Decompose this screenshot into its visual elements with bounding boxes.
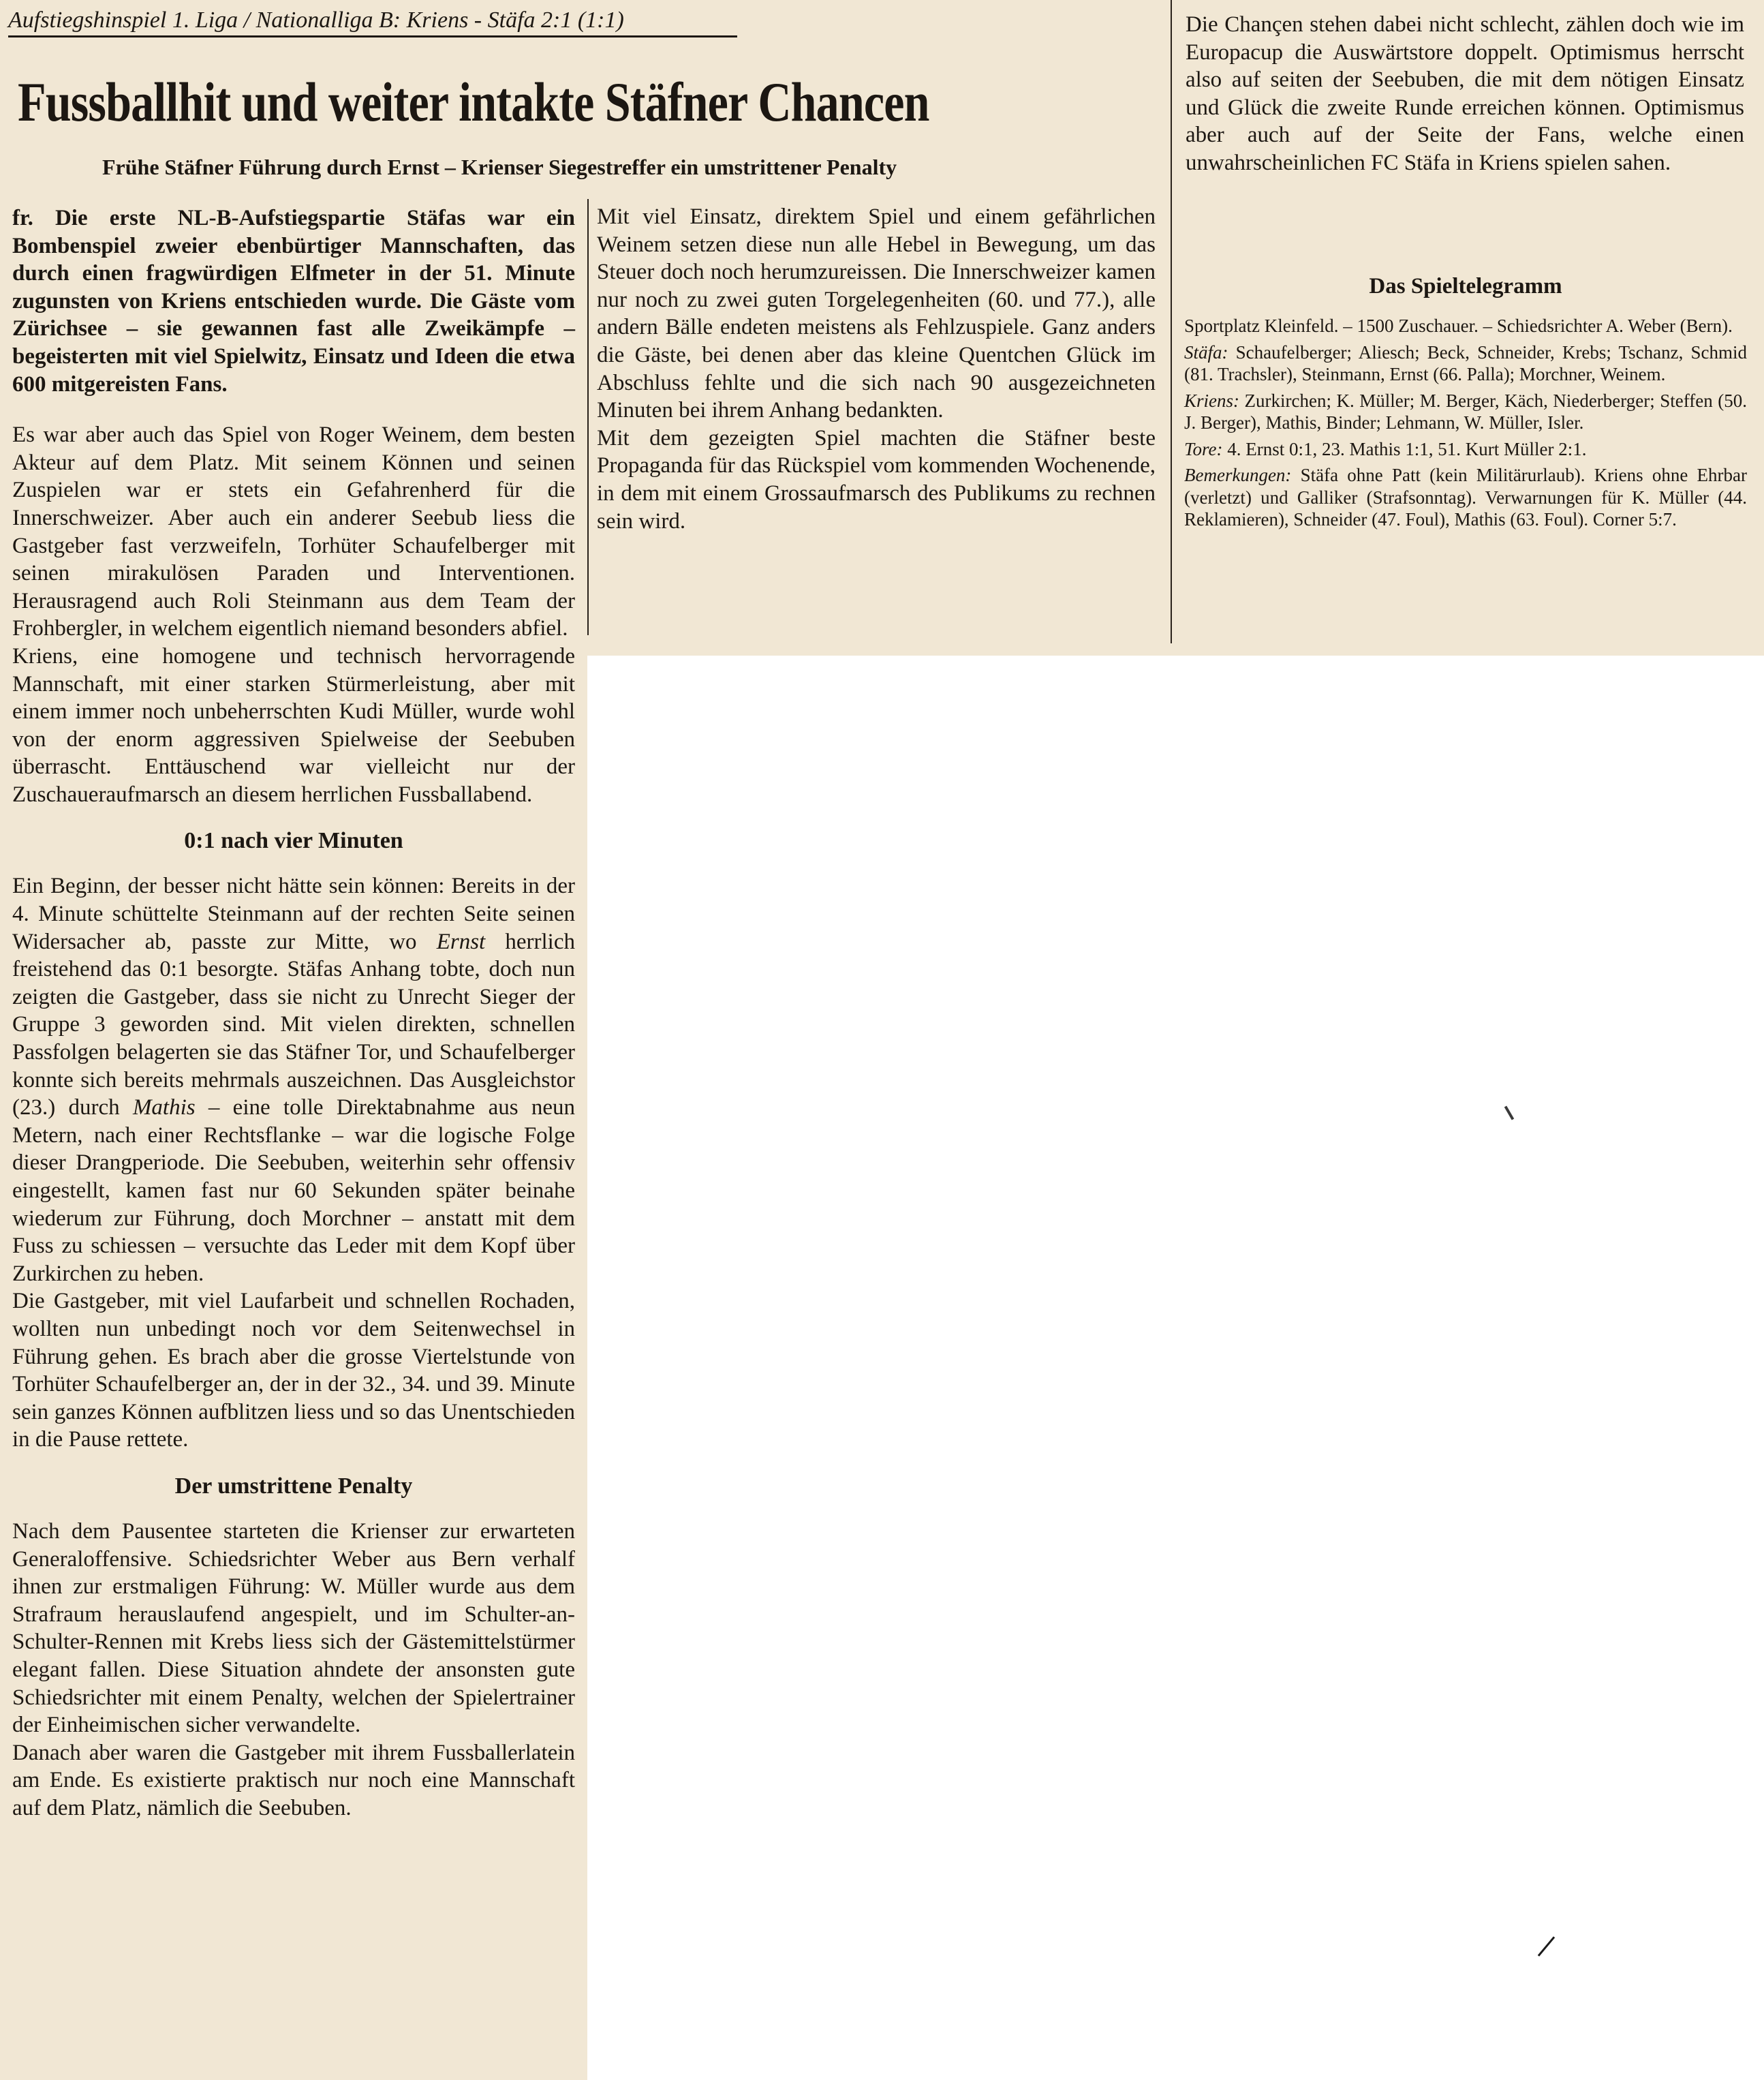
article-column-1	[12, 204, 575, 1820]
scan-speck	[1504, 1105, 1514, 1120]
telegram-title: Das Spieltelegramm	[1369, 274, 1562, 299]
section-heading: Der umstrittene Penalty	[174, 1473, 413, 1499]
player-name: Ernst	[436, 929, 486, 954]
body-paragraph: Die Gastgeber, mit viel Laufarbeit und schnellen Rochaden, wollten nun unbedingt noch vor dem Seitenwechsel in Führung gehen. Es brach aber die grosse Viertelstunde von Torhüter Schaufelberger an, der in der 32., 34. und 39. Minute sein ganzes Können aufblitzen liess und so das Unentschieden in die Pause rettete.	[12, 1289, 575, 1452]
article-column-2	[597, 203, 1156, 535]
body-paragraph: Ein Beginn, der besser nicht hätte sein können: Bereits in der 4. Minute schüttelte Steinmann auf der rechten Seite seinen Widersacher ab, passte zur Mitte, wo Ernst herrlich freistehend das 0:1 besorgte. Stäfas Anhang tobte, doch nun zeigten die Gastgeber, dass sie nicht zu Unrecht Sieger der Gruppe 3 geworden sind. Mit vielen direkten, schnellen Passfolgen belagerten sie das Stäfner Tor, und Schaufelberger konnte sich bereits mehrmals auszeichnen. Das Ausgleichstor (23.) durch Mathis – eine tolle Direktabnahme aus neun Metern, nach einer Rechtsflanke – war die logische Folge dieser Drangperiode. Die Seebuben, weiterhin sehr offensiv eingestellt, kamen fast nur 60 Sekunden später beinahe wiederum zur Führung, doch Morchner – anstatt mit dem Fuss zu schiessen – versuchte das Leder mit dem Kopf über Zurkirchen zu heben.	[12, 874, 575, 1286]
telegram-goals: Tore: 4. Ernst 0:1, 23. Mathis 1:1, 51. Kurt Müller 2:1.	[1184, 438, 1587, 459]
kicker-line: Aufstiegshinspiel 1. Liga / Nationalliga B: Kriens - Stäfa 2:1 (1:1)	[8, 5, 737, 37]
telegram-venue: Sportplatz Kleinfeld. – 1500 Zuschauer. – Schiedsrichter A. Weber (Bern).	[1184, 316, 1733, 336]
telegram-remarks: Bemerkungen: Stäfa ohne Patt (kein Militärurlaub). Kriens ohne Ehrbar (verletzt) und Galliker (Strafsonntag). Verwarnungen für K. Müller (44. Reklamieren), Schneider (47. Foul), Mathis (63. Foul). Corner 5:7.	[1184, 465, 1747, 530]
column-rule	[587, 199, 589, 635]
body-paragraph: Nach dem Pausentee starteten die Krienser zur erwarteten Generaloffensive. Schiedsrichter Weber aus Bern verhalf ihnen zur erstmaligen Führung: W. Müller wurde aus dem Strafraum herauslaufend angespielt, und im Schulter-an-Schulter-Rennen mit Krebs liess sich der Gästemittelstürmer elegant fallen. Diese Situation ahndete der ansonsten gute Schiedsrichter mit einem Penalty, welchen der Spielertrainer der Einheimischen sicher verwandelte.	[12, 1518, 575, 1738]
telegram-lineup-kriens: Kriens: Zurkirchen; K. Müller; M. Berger, Käch, Niederberger; Steffen (50. J. Berger), Mathis, Binder; Lehmann, W. Müller, Isler.	[1184, 390, 1747, 433]
body-paragraph: Es war aber auch das Spiel von Roger Weinem, dem besten Akteur auf dem Platz. Mit seinem Können und seinen Zuspielen war er stets ein Gefahrenherd für die Innerschweizer. Aber auch ein anderer Seebub liess die Gastgeber fast verzweifeln, Torhüter Schaufelberger mit seinen mirakulösen Paraden und Interventionen. Herausragend auch Roli Steinmann aus dem Team der Frohbergler, in welchem eigentlich niemand besonders abfiel.	[12, 423, 575, 641]
body-paragraph: Mit viel Einsatz, direktem Spiel und einem gefährlichen Weinem setzen diese nun alle Hebel in Bewegung, um das Steuer doch noch herumzureissen. Die Innerschweizer kamen nur noch zu zwei guten Torgelegenheiten (60. und 77.), alle andern Bälle endeten meistens als Fehlzuspiele. Ganz anders die Gäste, bei denen aber das kleine Quentchen Glück im Abschluss fehlte und die sich nach 90 ausgezeichneten Minuten bei ihrem Anhang bedankten.	[597, 204, 1156, 423]
headline: Fussballhit und weiter intakte Stäfner Chancen	[18, 71, 929, 133]
scan-speck	[1538, 1936, 1555, 1957]
body-paragraph: Mit dem gezeigten Spiel machten die Stäfner beste Propaganda für das Rückspiel vom kommenden Wochenende, in dem mit einem Grossaufmarsch des Publikums zu rechnen sein wird.	[597, 425, 1156, 534]
column-rule	[1171, 0, 1172, 643]
article-column-3	[1186, 11, 1744, 177]
match-telegram	[1184, 273, 1747, 535]
player-name: Mathis	[132, 1095, 196, 1120]
section-heading: 0:1 nach vier Minuten	[184, 828, 403, 854]
subheadline: Frühe Stäfner Führung durch Ernst – Krienser Siegestreffer ein umstrittener Penalty	[102, 155, 897, 179]
telegram-lineup-staefa: Stäfa: Schaufelberger; Aliesch; Beck, Schneider, Krebs; Tschanz, Schmid (81. Trachsler), Steinmann, Ernst (66. Palla); Morchner, Weinem.	[1184, 341, 1747, 384]
body-paragraph: Danach aber waren die Gastgeber mit ihrem Fussballerlatein am Ende. Es existierte praktisch nur noch eine Mannschaft auf dem Platz, nämlich die Seebuben.	[12, 1740, 575, 1820]
lead-paragraph: fr. Die erste NL-B-Aufstiegspartie Stäfas war ein Bombenspiel zweier ebenbürtiger Mannschaften, das durch einen fragwürdigen Elfmeter in der 51. Minute zugunsten von Kriens entschieden wurde. Die Gäste vom Zürichsee – sie gewannen fast alle Zweikämpfe – begeisterten mit viel Spielwitz, Einsatz und Ideen die etwa 600 mitgereisten Fans.	[12, 206, 575, 397]
body-paragraph: Die Chançen stehen dabei nicht schlecht, zählen doch wie im Europacup die Auswärtstore doppelt. Optimismus herrscht also auf seiten der Seebuben, die mit dem nötigen Einsatz und Glück die zweite Runde erreichen können. Optimismus aber auch auf der Seite der Fans, welche einen unwahrscheinlichen FC Stäfa in Kriens spielen sahen.	[1186, 12, 1744, 175]
body-paragraph: Kriens, eine homogene und technisch hervorragende Mannschaft, mit einer starken Stürmerleistung, aber mit einem immer noch unbeherrschten Kudi Müller, wurde wohl von der enorm aggressiven Spielweise der Seebuben überrascht. Enttäuschend war vielleicht nur der Zuschaueraufmarsch an diesem herrlichen Fussballabend.	[12, 643, 575, 807]
